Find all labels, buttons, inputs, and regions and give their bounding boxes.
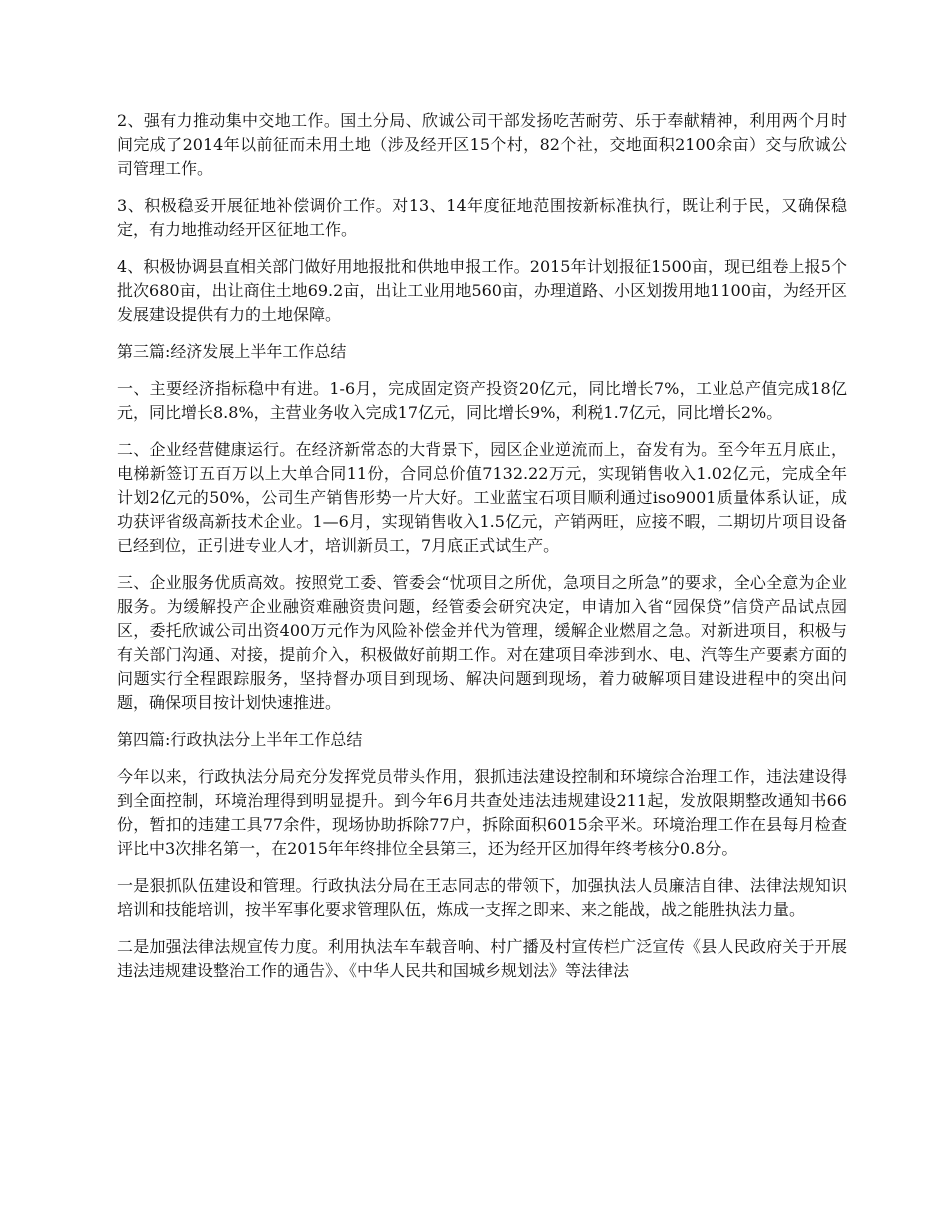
paragraph-enterprise-service: 三、企业服务优质高效。按照党工委、管委会“忧项目之所优，急项目之所急”的要求，全心全意为企业服务。为缓解投产企业融资难融资贵问题，经管委会研究决定，申请加入省“园保贷”信贷产品试点园区，委托欣诚公司出资400万元作为风险补偿金并代为管理，缓解企业燃眉之急。对新进项目，积极与有关部门沟通、对接，提前介入，积极做好前期工作。对在建项目牵涉到水、电、汽等生产要素方面的问题实行全程跟踪服务，坚持督办项目到现场、解决问题到现场，着力破解项目建设进程中的突出问题，确保项目按计划快速推进。 bbox=[117, 573, 847, 712]
paragraph-enforcement-overview: 今年以来，行政执法分局充分发挥党员带头作用，狠抓违法建设控制和环境综合治理工作，违法建设得到全面控制，环境治理得到明显提升。到今年6月共查处违法违规建设211起，发放限期整改通知书66份，暂扣的违建工具77余件，现场协助拆除77户，拆除面积6015余平米。环境治理工作在县每月检查评比中3次排名第一，在2015年年终排位全县第三，还为经开区加得年终考核分0.8分。 bbox=[117, 767, 847, 858]
document-page bbox=[117, 109, 847, 996]
paragraph-land-delivery: 2、强有力推动集中交地工作。国土分局、欣诚公司干部发扬吃苦耐劳、乐于奉献精神，利用两个月时间完成了2014年以前征而未用土地（涉及经开区15个村，82个社，交地面积2100余亩）交与欣诚公司管理工作。 bbox=[117, 111, 847, 178]
section-heading-economic-development: 第三篇:经济发展上半年工作总结 bbox=[117, 342, 347, 361]
paragraph-team-building: 一是狠抓队伍建设和管理。行政执法分局在王志同志的带领下，加强执法人员廉洁自律、法律法规知识培训和技能培训，按半军事化要求管理队伍，炼成一支挥之即来、来之能战，战之能胜执法力量。 bbox=[117, 876, 847, 919]
paragraph-legal-publicity: 二是加强法律法规宣传力度。利用执法车车载音响、村广播及村宣传栏广泛宣传《县人民政府关于开展违法违规建设整治工作的通告》、《中华人民共和国城乡规划法》等法律法 bbox=[117, 937, 847, 980]
paragraph-compensation-adjustment: 3、积极稳妥开展征地补偿调价工作。对13、14年度征地范围按新标准执行，既让利于民，又确保稳定，有力地推动经开区征地工作。 bbox=[117, 196, 847, 239]
paragraph-enterprise-operation: 二、企业经营健康运行。在经济新常态的大背景下，园区企业逆流而上，奋发有为。至今年五月底止，电梯新签订五百万以上大单合同11份，合同总价值7132.22万元，实现销售收入1.02亿元，完成全年计划2亿元的50%，公司生产销售形势一片大好。工业蓝宝石项目顺利通过iso9001质量体系认证，成功获评省级高新技术企业。1—6月，实现销售收入1.5亿元，产销两旺，应接不暇，二期切片项目设备已经到位，正引进专业人才，培训新员工，7月底正式试生产。 bbox=[117, 440, 847, 555]
paragraph-economic-indicators: 一、主要经济指标稳中有进。1-6月，完成固定资产投资20亿元，同比增长7%，工业总产值完成18亿元，同比增长8.8%，主营业务收入完成17亿元，同比增长9%，利税1.7亿元，同比增长2%。 bbox=[117, 379, 847, 422]
section-heading-administrative-enforcement: 第四篇:行政执法分上半年工作总结 bbox=[117, 730, 363, 749]
paragraph-land-approval: 4、积极协调县直相关部门做好用地报批和供地申报工作。2015年计划报征1500亩，现已组卷上报5个批次680亩，出让商住土地69.2亩，出让工业用地560亩，办理道路、小区划拨用地1100亩，为经开区发展建设提供有力的土地保障。 bbox=[117, 257, 847, 324]
